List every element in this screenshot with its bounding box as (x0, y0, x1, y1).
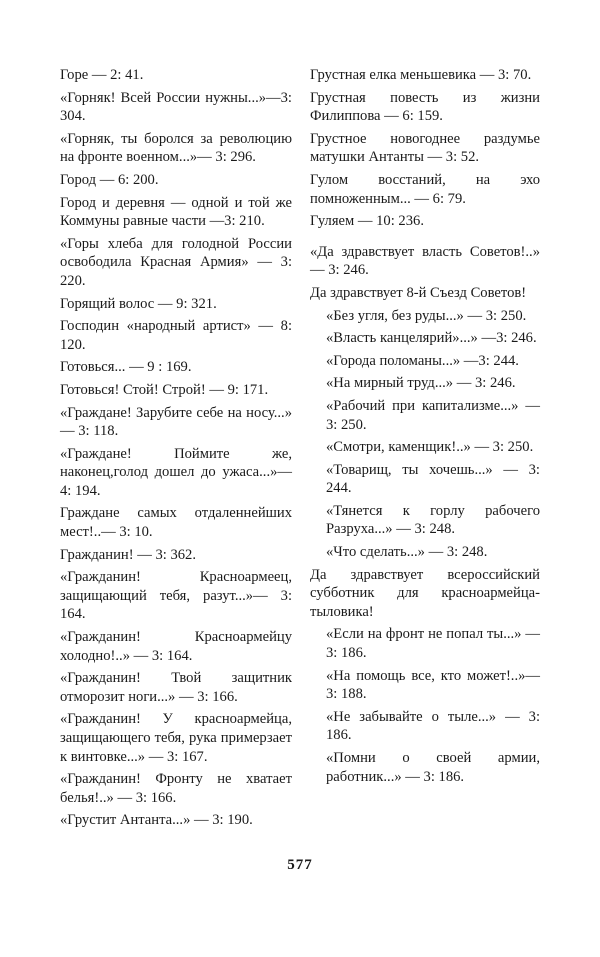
index-entry: «Грустит Антанта...» — 3: 190. (60, 812, 253, 829)
index-entry: Горе — 2: 41. (60, 67, 144, 83)
index-entry: «Гражданин! Твой защитник отморозит ноги...» — 3: 166. (60, 670, 292, 705)
index-entry: «Гражданин! Красноармейцу холодно!..» — 3: 164. (60, 629, 292, 664)
index-entry: «Гражданин! Фронту не хватает белья!..» — 3: 166. (60, 771, 292, 806)
index-entry: «Гражданин! Красноармеец, защищающий тебя, разут...»— 3: 164. (60, 569, 292, 623)
index-subentry: «Города поломаны...» —3: 244. (326, 352, 519, 369)
index-subentry: «Смотри, каменщик!..» — 3: 250. (326, 439, 534, 456)
index-entry: Гулом восстаний, на эхо помноженным... — 6: 79. (310, 171, 540, 207)
index-subentry: «Если на фронт не попал ты...» — 3: 186. (326, 626, 540, 662)
index-entry: «Горы хлеба для голодной России освободила Красная Армия» — 3: 220. (60, 235, 292, 289)
index-entry: Город и деревня — одной и той же Коммуны равные части —3: 210. (60, 194, 292, 230)
index-subentry: «Товарищ, ты хочешь...» — 3: 244. (326, 461, 540, 497)
index-entry: Да здравствует 8-й Съезд Советов! (310, 284, 527, 301)
index-entry: «Граждане! Зарубите себе на носу...» — 3: 118. (60, 404, 292, 440)
index-entry: «Горняк, ты боролся за революцию на фронте военном...»— 3: 296. (60, 130, 292, 166)
index-entry: «Да здравствует власть Советов!..» — 3: 246. (310, 243, 540, 279)
index-entry: Гуляем — 10: 236. (310, 213, 424, 230)
index-entry: Горящий волос — 9: 321. (60, 295, 217, 312)
right-column (310, 66, 540, 790)
index-subentry: «Без угля, без руды...» — 3: 250. (326, 307, 527, 324)
index-entry: «Граждане! Поймите же, наконец,голод дошел до ужаса...»— 4: 194. (60, 445, 292, 499)
index-entry: Господин «народный артист» — 8: 120. (60, 318, 292, 353)
index-subentry: «Власть канцелярий»...» —3: 246. (326, 330, 537, 347)
left-column (60, 66, 292, 834)
index-subentry: «На помощь все, кто может!..»—3: 188. (326, 667, 540, 703)
index-entry: «Горняк! Всей России нужны...»—3: 304. (60, 89, 292, 125)
index-entry: Гражданин! — 3: 362. (60, 546, 196, 563)
index-entry: Грустное новогоднее раздумье матушки Антанты — 3: 52. (310, 130, 540, 166)
index-entry: Граждане самых отдаленнейших мест!..— 3: 10. (60, 505, 292, 541)
index-subentry: «На мирный труд...» — 3: 246. (326, 375, 516, 392)
index-subentry: «Тянется к горлу рабочего Разруха...» — 3: 248. (326, 502, 540, 538)
index-entry: Да здравствует всероссийский субботник для красноармейца-тыловика! (310, 566, 540, 620)
page-number: 577 (287, 857, 313, 873)
index-subentry: «Что сделать...» — 3: 248. (326, 544, 488, 561)
index-entry: Готовься! Стой! Строй! — 9: 171. (60, 381, 269, 398)
index-entry: Грустная повесть из жизни Филиппова — 6: 159. (310, 89, 540, 125)
index-subentry: «Рабочий при капитализме...» — 3: 250. (326, 397, 540, 433)
index-subentry: «Не забывайте о тыле...» — 3: 186. (326, 708, 540, 744)
index-entry: Грустная елка меньшевика — 3: 70. (310, 67, 532, 83)
index-subentry: «Помни о своей армии, работник...» — 3: 186. (326, 750, 540, 785)
index-entry: Готовься... — 9 : 169. (60, 359, 192, 376)
index-entry: «Гражданин! У красноармейца, защищающего тебя, рука примерзает к винтовке...» — 3: 167. (60, 711, 292, 765)
index-entry: Город — 6: 200. (60, 171, 159, 188)
